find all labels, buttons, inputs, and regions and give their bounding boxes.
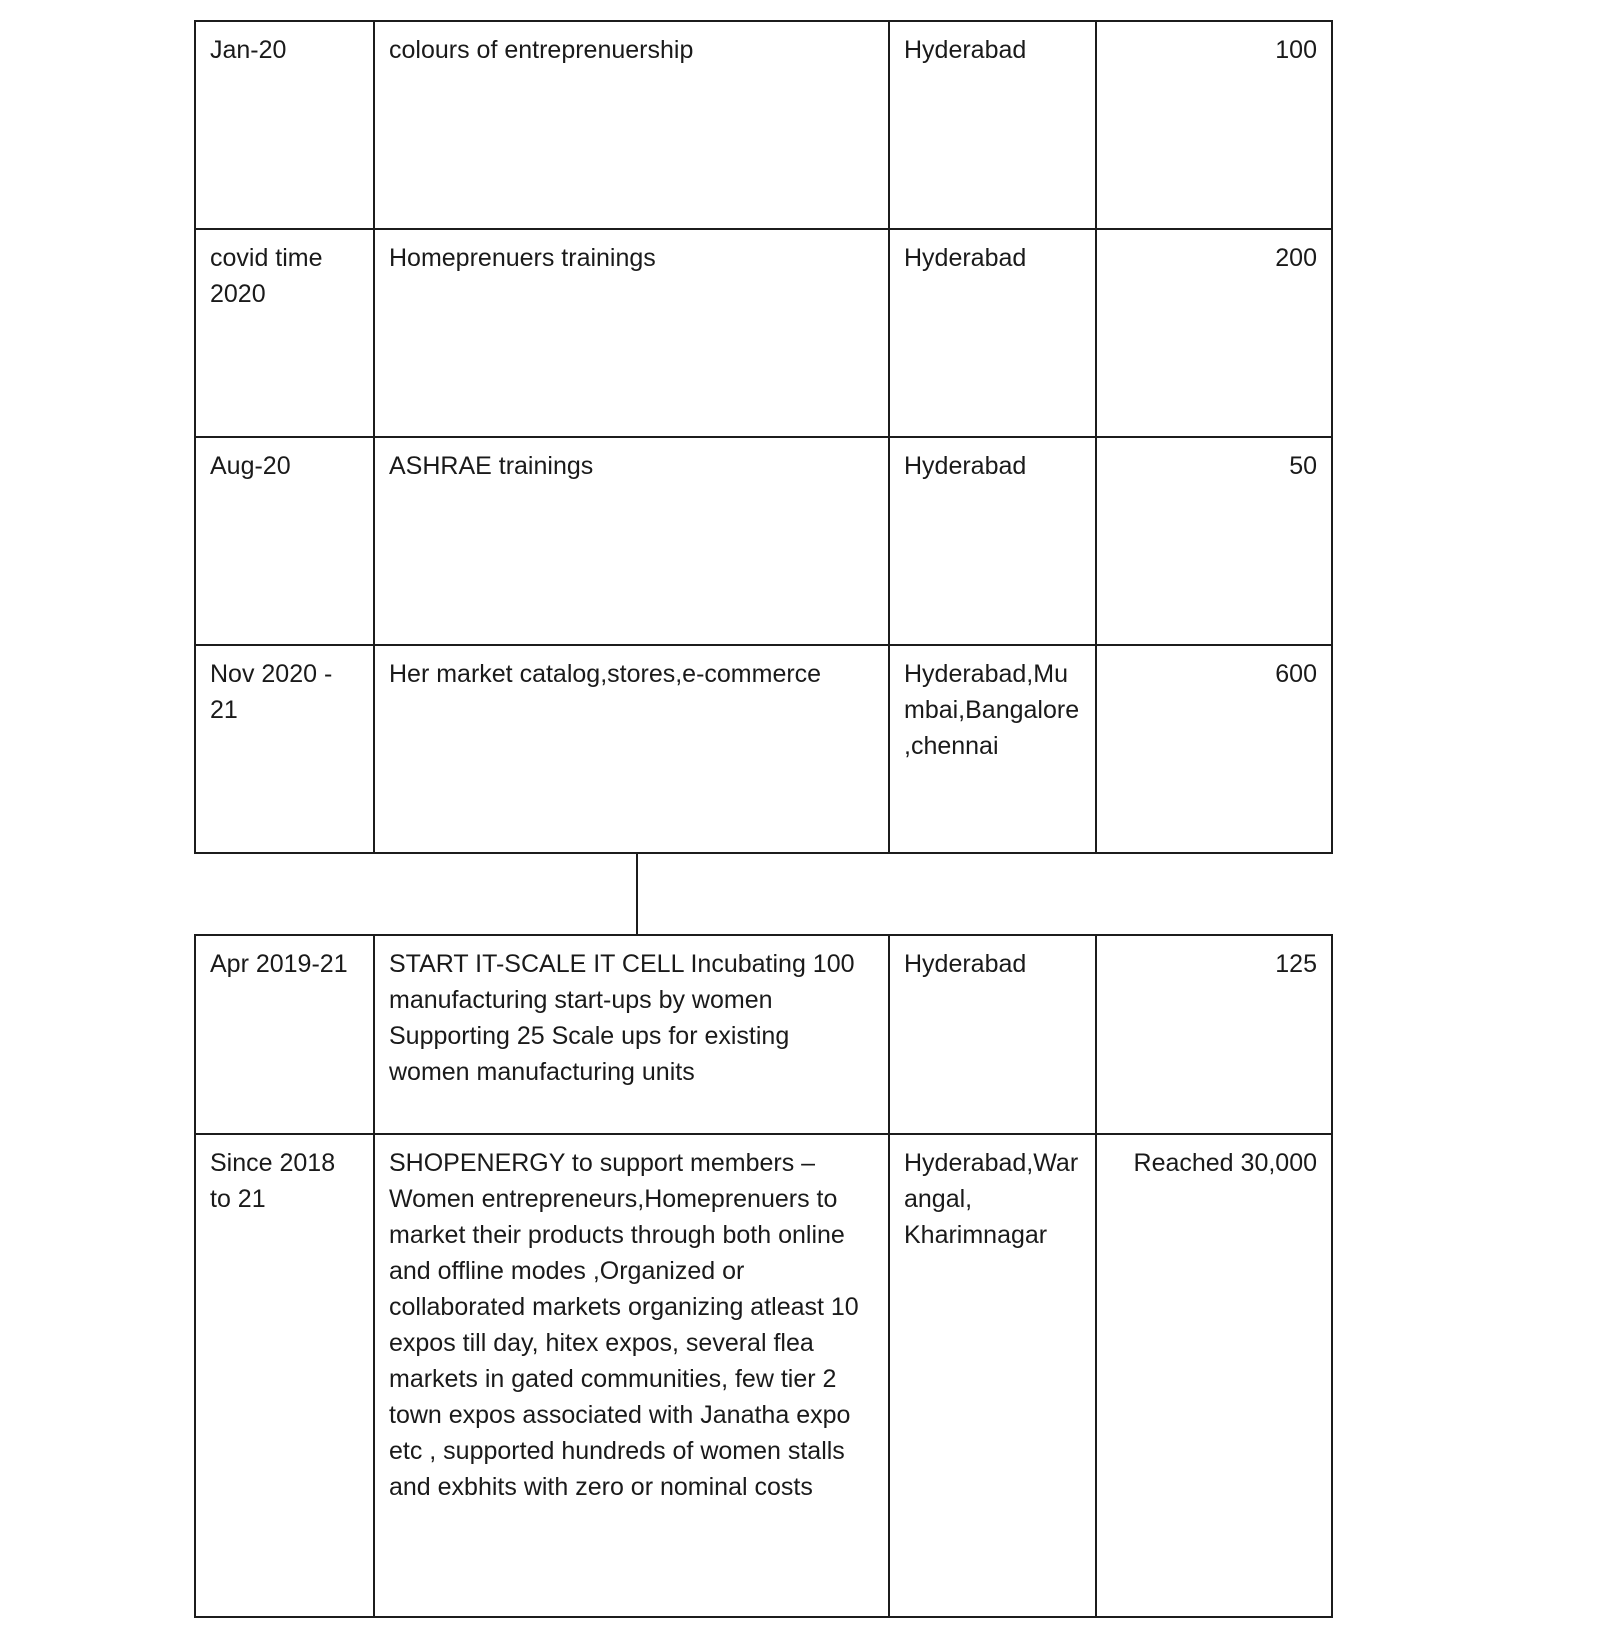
- events-table-lower: [194, 934, 1333, 1618]
- count-cell: 200: [1096, 229, 1332, 437]
- location-cell: Hyderabad: [889, 437, 1096, 645]
- events-table-upper: [194, 20, 1333, 854]
- count-cell: 50: [1096, 437, 1332, 645]
- table-row: [195, 229, 1332, 437]
- table-row: [195, 935, 1332, 1134]
- description-cell: ASHRAE trainings: [374, 437, 889, 645]
- table-row: [195, 645, 1332, 853]
- count-cell: Reached 30,000: [1096, 1134, 1332, 1617]
- date-cell: Apr 2019-21: [195, 935, 374, 1134]
- location-cell: Hyderabad: [889, 935, 1096, 1134]
- location-cell: Hyderabad: [889, 229, 1096, 437]
- count-cell: 100: [1096, 21, 1332, 229]
- date-cell: Aug-20: [195, 437, 374, 645]
- description-cell: Her market catalog,stores,e-commerce: [374, 645, 889, 853]
- date-cell: Since 2018 to 21: [195, 1134, 374, 1617]
- table-row: [195, 437, 1332, 645]
- location-cell: Hyderabad,Mumbai,Bangalore,chennai: [889, 645, 1096, 853]
- description-cell: Homeprenuers trainings: [374, 229, 889, 437]
- table-row: [195, 1134, 1332, 1617]
- description-cell: SHOPENERGY to support members – Women entrepreneurs,Homeprenuers to market their products through both online and offline modes ,Organized or collaborated markets organizing atleast 10 expos till day, hitex expos, several flea markets in gated communities, few tier 2 town expos associated with Janatha expo etc , supported hundreds of women stalls and exbhits with zero or nominal costs: [374, 1134, 889, 1617]
- table-row: [195, 21, 1332, 229]
- description-cell: START IT-SCALE IT CELL Incubating 100 manufacturing start-ups by women Supporting 25 Scale ups for existing women manufacturing units: [374, 935, 889, 1134]
- count-cell: 125: [1096, 935, 1332, 1134]
- location-cell: Hyderabad,Warangal, Kharimnagar: [889, 1134, 1096, 1617]
- table-connector-line: [636, 854, 638, 934]
- count-cell: 600: [1096, 645, 1332, 853]
- date-cell: Nov 2020 - 21: [195, 645, 374, 853]
- location-cell: Hyderabad: [889, 21, 1096, 229]
- date-cell: Jan-20: [195, 21, 374, 229]
- date-cell: covid time 2020: [195, 229, 374, 437]
- description-cell: colours of entreprenuership: [374, 21, 889, 229]
